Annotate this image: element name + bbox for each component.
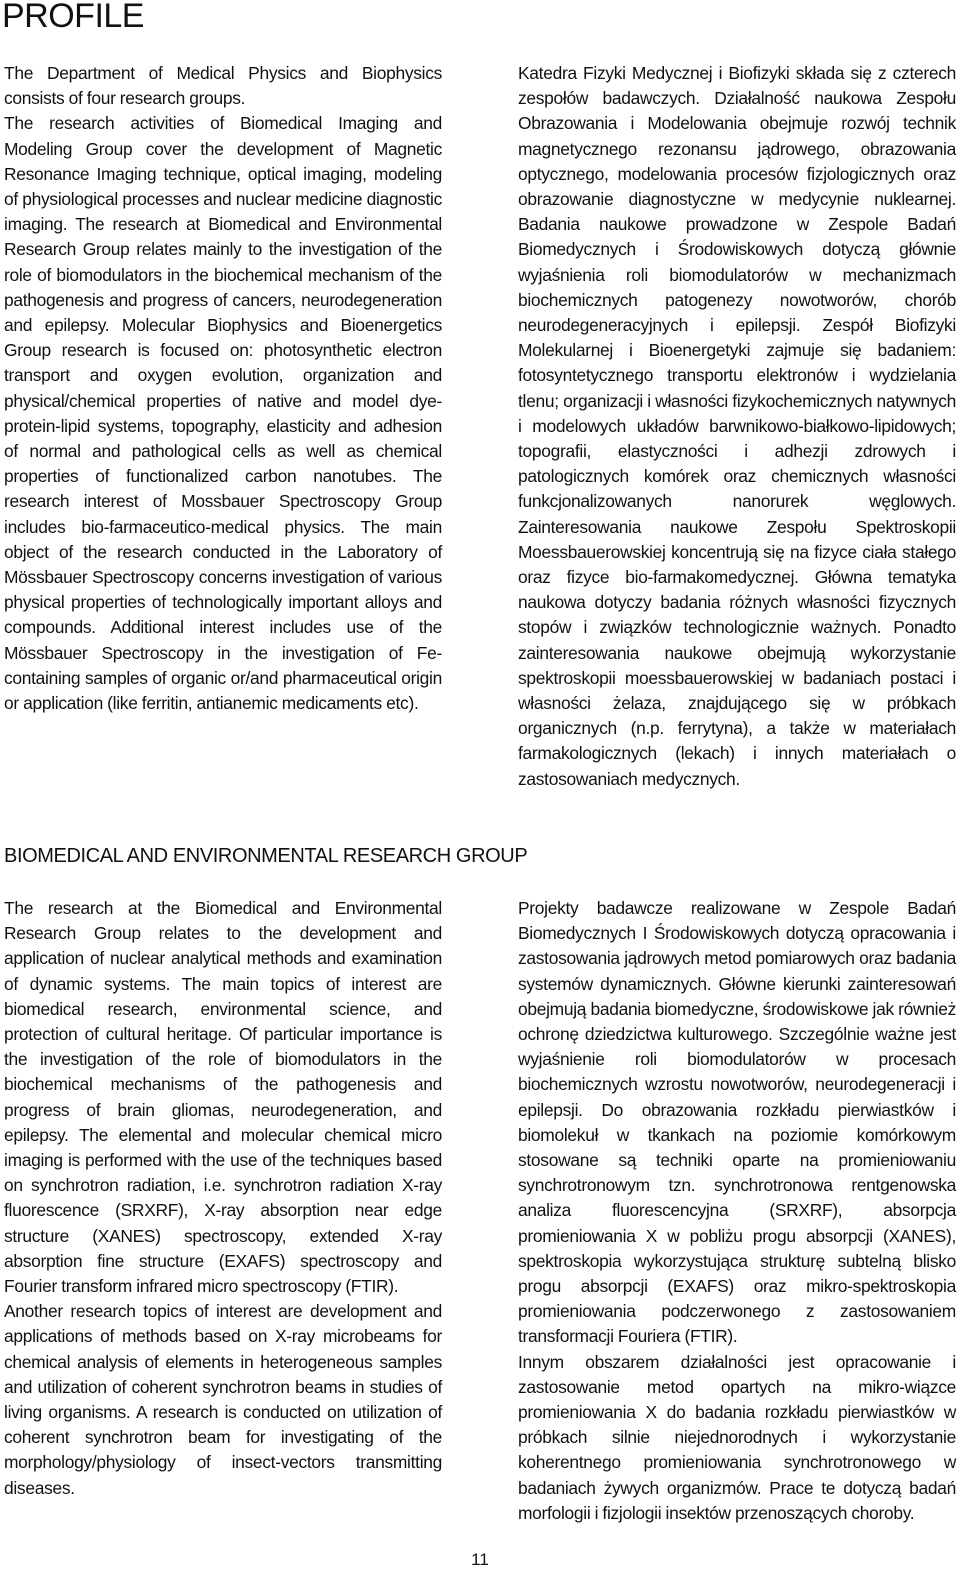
profile-polish-paragraph: Katedra Fizyki Medycznej i Biofizyki składa się z czterech zespołów badawczych. Działalność naukowa Zespołu Obrazowania i Modelowania obejmuje rozwój technik magnetycznego rezonansu jądrowego, obrazowania optycznego, modelowania procesów fizjologicznych oraz obrazowanie diagnostyczne w medycynie nuklearnej. Badania naukowe prowadzone w Zespole Badań Biomedycznych i Środowiskowych dotyczą głównie wyjaśnienia roli biomodulatorów w mechanizmach biochemicznych patogenezy nowotworów, chorób neurodegeneracyjnych i epilepsji. Zespół Biofizyki Molekularnej i Bioenergetyki zajmuje się badaniem: fotosyntetycznego transportu elektronów i wydzielania tlenu; organizacji i własności fizykochemicznych natywnych i modelowych układów barwnikowo-białkowo-lipidowych; topografii, elastyczności i adhezji zdrowych i patologicznych komórek oraz chemicznych własności funkcjonalizowanych nanorurek węglowych. Zainteresowania naukowe Zespołu Spektroskopii Moessbauerowskiej koncentrują się na fizyce ciała stałego oraz fizyce bio-farmakomedycznej. Główna tematyka naukowa dotyczy badania różnych własności fizycznych stopów i związków technologicznie ważnych. Ponadto zainteresowania naukowe obejmują wykorzystanie spektroskopii moessbauerowskiej w badaniach postaci i własności żelaza, znajdującego się w próbkach organicznych (n.p. ferrytyna), a także w materiałach farmakologicznych (lekach) i innych materiałach o zastosowaniach medycznych. bbox=[518, 63, 956, 789]
profile-polish-column bbox=[518, 61, 956, 792]
biomedical-polish-column bbox=[518, 896, 956, 1526]
biomedical-polish-paragraph: Projekty badawcze realizowane w Zespole Badań Biomedycznych I Środowiskowych dotyczą opracowania i zastosowania jądrowych metod pomiarowych oraz badania systemów dynamicznych. Główne kierunki zainteresowań obejmują badania biomedyczne, środowiskowe jak również ochronę dziedzictwa kulturowego. Szczególnie ważne jest wyjaśnienie roli biomodulatorów w procesach biochemicznych wzrostu nowotworów, neurodegeneracji i epilepsji. Do obrazowania rozkładu pierwiastków i biomolekuł w tkankach na poziomie komórkowym stosowane są techniki oparte na promieniowaniu synchrotronowym tzn. synchrotronowa rentgenowska analiza fluorescencyjna (SRXRF), absorpcja promieniowania X w pobliżu progu absorpcji (XANES), spektroskopia wykorzystująca strukturę subtelną blisko progu absorpcji (EXAFS) oraz mikro-spektroskopia promieniowania podczerwonego z zastosowaniem transformacji Fouriera (FTIR). bbox=[518, 898, 956, 1347]
biomedical-english-column bbox=[4, 896, 442, 1501]
profile-english-column bbox=[4, 61, 442, 716]
profile-english-paragraph: The research activities of Biomedical Imaging and Modeling Group cover the development of Magnetic Resonance Imaging technique, optical imaging, modeling of physiological processes and nuclear medicine diagnostic imaging. The research at Biomedical and Environmental Research Group relates mainly to the investigation of the role of biomodulators in the biochemical mechanism of the pathogenesis and progress of cancers, neurodegeneration and epilepsy. Molecular Biophysics and Bioenergetics Group research is focused on: photosynthetic electron transport and oxygen evolution, organization and physical/chemical properties of native and model dye-protein-lipid systems, topography, elasticity and adhesion of normal and pathological cells as well as chemical properties of functionalized carbon nanotubes. The research interest of Mossbauer Spectroscopy Group includes bio-farmaceutico-medical physics. The main object of the research conducted in the Laboratory of Mössbauer Spectroscopy concerns investigation of various physical properties of technologically important alloys and compounds. Additional interest includes use of the Mössbauer Spectroscopy in the investigation of Fe-containing samples of organic or/and pharmaceutical origin or application (like ferritin, antianemic medicaments etc). bbox=[4, 113, 442, 714]
section-heading: BIOMEDICAL AND ENVIRONMENTAL RESEARCH GROUP bbox=[4, 845, 528, 867]
biomedical-english-paragraph: Another research topics of interest are development and applications of methods based on X-ray microbeams for chemical analysis of elements in heterogeneous samples and utilization of coherent synchrotron beams in studies of living organisms. A research is conducted on utilization of coherent synchrotron beam for investigating of the morphology/physiology of insect-vectors transmitting diseases. bbox=[4, 1301, 442, 1498]
biomedical-english-paragraph: The research at the Biomedical and Environmental Research Group relates to the development and application of nuclear analytical methods and examination of dynamic systems. The main topics of interest are biomedical research, environmental science, and protection of cultural heritage. Of particular importance is the investigation of the role of biomodulators in the biochemical mechanisms of the pathogenesis and progress of brain gliomas, neurodegeneration, and epilepsy. The elemental and molecular chemical micro imaging is performed with the use of the techniques based on synchrotron radiation, i.e. synchrotron radiation X-ray fluorescence (SRXRF), X-ray absorption near edge structure (XANES) spectroscopy, extended X-ray absorption fine structure (EXAFS) spectroscopy and Fourier transform infrared micro spectroscopy (FTIR). bbox=[4, 898, 442, 1297]
biomedical-polish-paragraph: Innym obszarem działalności jest opracowanie i zastosowanie metod opartych na mikro-wiązce promieniowania X do badania rozkładu pierwiastków w próbkach silnie niejednorodnych i wykorzystanie koherentnego promieniowania synchrotronowego w badaniach żywych organizmów. Prace te dotyczą badań morfologii i fizjologii insektów przenoszących choroby. bbox=[518, 1351, 956, 1523]
profile-english-paragraph: The Department of Medical Physics and Biophysics consists of four research groups. bbox=[4, 63, 442, 109]
page-title: PROFILE bbox=[2, 0, 144, 35]
page-number: 11 bbox=[471, 1550, 489, 1569]
